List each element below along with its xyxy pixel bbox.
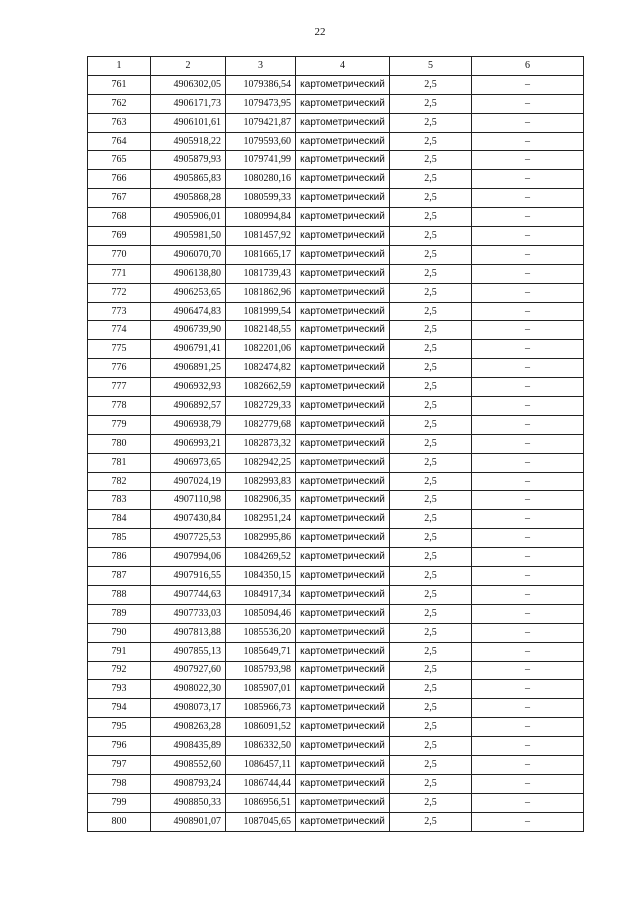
accuracy-cell: 2,5 — [390, 737, 472, 756]
note-cell: – — [472, 812, 584, 831]
point-number-cell: 794 — [88, 699, 151, 718]
table-row — [88, 680, 584, 699]
y-coordinate-cell: 1082873,32 — [226, 434, 296, 453]
x-coordinate-cell: 4906474,83 — [151, 302, 226, 321]
method-cell: картометрический — [296, 812, 390, 831]
method-cell: картометрический — [296, 245, 390, 264]
x-coordinate-cell: 4905868,28 — [151, 189, 226, 208]
accuracy-cell: 2,5 — [390, 321, 472, 340]
accuracy-cell: 2,5 — [390, 623, 472, 642]
table-row — [88, 567, 584, 586]
x-coordinate-cell: 4907733,03 — [151, 604, 226, 623]
note-cell: – — [472, 567, 584, 586]
y-coordinate-cell: 1079593,60 — [226, 132, 296, 151]
table-row — [88, 321, 584, 340]
x-coordinate-cell: 4905865,83 — [151, 170, 226, 189]
note-cell: – — [472, 94, 584, 113]
point-number-cell: 797 — [88, 755, 151, 774]
point-number-cell: 771 — [88, 264, 151, 283]
accuracy-cell: 2,5 — [390, 170, 472, 189]
x-coordinate-cell: 4908022,30 — [151, 680, 226, 699]
column-header: 4 — [296, 57, 390, 76]
method-cell: картометрический — [296, 491, 390, 510]
accuracy-cell: 2,5 — [390, 548, 472, 567]
x-coordinate-cell: 4907744,63 — [151, 585, 226, 604]
table-row — [88, 94, 584, 113]
x-coordinate-cell: 4906101,61 — [151, 113, 226, 132]
x-coordinate-cell: 4905981,50 — [151, 227, 226, 246]
note-cell: – — [472, 680, 584, 699]
table-row — [88, 737, 584, 756]
point-number-cell: 770 — [88, 245, 151, 264]
table-row — [88, 208, 584, 227]
y-coordinate-cell: 1082662,59 — [226, 378, 296, 397]
accuracy-cell: 2,5 — [390, 227, 472, 246]
table-row — [88, 661, 584, 680]
x-coordinate-cell: 4907430,84 — [151, 510, 226, 529]
method-cell: картометрический — [296, 718, 390, 737]
y-coordinate-cell: 1080280,16 — [226, 170, 296, 189]
table-row — [88, 755, 584, 774]
point-number-cell: 762 — [88, 94, 151, 113]
x-coordinate-cell: 4906993,21 — [151, 434, 226, 453]
point-number-cell: 786 — [88, 548, 151, 567]
table-row — [88, 378, 584, 397]
x-coordinate-cell: 4907916,55 — [151, 567, 226, 586]
y-coordinate-cell: 1081999,54 — [226, 302, 296, 321]
note-cell: – — [472, 283, 584, 302]
table-row — [88, 774, 584, 793]
y-coordinate-cell: 1082993,83 — [226, 472, 296, 491]
note-cell: – — [472, 737, 584, 756]
note-cell: – — [472, 642, 584, 661]
x-coordinate-cell: 4908263,28 — [151, 718, 226, 737]
page-number: 22 — [314, 26, 326, 38]
x-coordinate-cell: 4907927,60 — [151, 661, 226, 680]
x-coordinate-cell: 4905918,22 — [151, 132, 226, 151]
point-number-cell: 769 — [88, 227, 151, 246]
x-coordinate-cell: 4908901,07 — [151, 812, 226, 831]
note-cell: – — [472, 529, 584, 548]
y-coordinate-cell: 1085907,01 — [226, 680, 296, 699]
table-row — [88, 170, 584, 189]
table-row — [88, 529, 584, 548]
method-cell: картометрический — [296, 737, 390, 756]
method-cell: картометрический — [296, 415, 390, 434]
point-number-cell: 766 — [88, 170, 151, 189]
y-coordinate-cell: 1082951,24 — [226, 510, 296, 529]
point-number-cell: 779 — [88, 415, 151, 434]
table-row — [88, 132, 584, 151]
method-cell: картометрический — [296, 453, 390, 472]
accuracy-cell: 2,5 — [390, 113, 472, 132]
note-cell: – — [472, 718, 584, 737]
y-coordinate-cell: 1082906,35 — [226, 491, 296, 510]
table-row — [88, 397, 584, 416]
x-coordinate-cell: 4906938,79 — [151, 415, 226, 434]
table-row — [88, 415, 584, 434]
accuracy-cell: 2,5 — [390, 453, 472, 472]
x-coordinate-cell: 4906070,70 — [151, 245, 226, 264]
accuracy-cell: 2,5 — [390, 378, 472, 397]
note-cell: – — [472, 340, 584, 359]
table-row — [88, 491, 584, 510]
note-cell: – — [472, 132, 584, 151]
table-row — [88, 113, 584, 132]
point-number-cell: 763 — [88, 113, 151, 132]
method-cell: картометрический — [296, 378, 390, 397]
y-coordinate-cell: 1086457,11 — [226, 755, 296, 774]
table-row — [88, 812, 584, 831]
method-cell: картометрический — [296, 340, 390, 359]
x-coordinate-cell: 4906302,05 — [151, 75, 226, 94]
point-number-cell: 798 — [88, 774, 151, 793]
point-number-cell: 765 — [88, 151, 151, 170]
accuracy-cell: 2,5 — [390, 340, 472, 359]
y-coordinate-cell: 1084917,34 — [226, 585, 296, 604]
note-cell: – — [472, 302, 584, 321]
method-cell: картометрический — [296, 94, 390, 113]
accuracy-cell: 2,5 — [390, 415, 472, 434]
method-cell: картометрический — [296, 189, 390, 208]
column-header: 5 — [390, 57, 472, 76]
y-coordinate-cell: 1082148,55 — [226, 321, 296, 340]
point-number-cell: 787 — [88, 567, 151, 586]
y-coordinate-cell: 1082201,06 — [226, 340, 296, 359]
accuracy-cell: 2,5 — [390, 189, 472, 208]
note-cell: – — [472, 378, 584, 397]
method-cell: картометрический — [296, 321, 390, 340]
accuracy-cell: 2,5 — [390, 567, 472, 586]
table-row — [88, 302, 584, 321]
method-cell: картометрический — [296, 774, 390, 793]
table-row — [88, 510, 584, 529]
accuracy-cell: 2,5 — [390, 793, 472, 812]
x-coordinate-cell: 4908793,24 — [151, 774, 226, 793]
note-cell: – — [472, 189, 584, 208]
table-row — [88, 359, 584, 378]
note-cell: – — [472, 699, 584, 718]
table-row — [88, 718, 584, 737]
accuracy-cell: 2,5 — [390, 302, 472, 321]
table-row — [88, 264, 584, 283]
y-coordinate-cell: 1081457,92 — [226, 227, 296, 246]
table-row — [88, 604, 584, 623]
x-coordinate-cell: 4906892,57 — [151, 397, 226, 416]
y-coordinate-cell: 1081862,96 — [226, 283, 296, 302]
method-cell: картометрический — [296, 132, 390, 151]
method-cell: картометрический — [296, 75, 390, 94]
note-cell: – — [472, 170, 584, 189]
point-number-cell: 774 — [88, 321, 151, 340]
accuracy-cell: 2,5 — [390, 718, 472, 737]
table-row — [88, 793, 584, 812]
note-cell: – — [472, 75, 584, 94]
accuracy-cell: 2,5 — [390, 397, 472, 416]
x-coordinate-cell: 4908073,17 — [151, 699, 226, 718]
y-coordinate-cell: 1079741,99 — [226, 151, 296, 170]
point-number-cell: 782 — [88, 472, 151, 491]
y-coordinate-cell: 1085649,71 — [226, 642, 296, 661]
method-cell: картометрический — [296, 302, 390, 321]
point-number-cell: 785 — [88, 529, 151, 548]
table-row — [88, 642, 584, 661]
y-coordinate-cell: 1084269,52 — [226, 548, 296, 567]
x-coordinate-cell: 4907110,98 — [151, 491, 226, 510]
point-number-cell: 791 — [88, 642, 151, 661]
y-coordinate-cell: 1084350,15 — [226, 567, 296, 586]
point-number-cell: 781 — [88, 453, 151, 472]
method-cell: картометрический — [296, 755, 390, 774]
note-cell: – — [472, 227, 584, 246]
x-coordinate-cell: 4906973,65 — [151, 453, 226, 472]
x-coordinate-cell: 4908435,89 — [151, 737, 226, 756]
note-cell: – — [472, 491, 584, 510]
x-coordinate-cell: 4905879,93 — [151, 151, 226, 170]
y-coordinate-cell: 1079473,95 — [226, 94, 296, 113]
accuracy-cell: 2,5 — [390, 774, 472, 793]
point-number-cell: 780 — [88, 434, 151, 453]
method-cell: картометрический — [296, 113, 390, 132]
point-number-cell: 761 — [88, 75, 151, 94]
note-cell: – — [472, 604, 584, 623]
y-coordinate-cell: 1086332,50 — [226, 737, 296, 756]
accuracy-cell: 2,5 — [390, 510, 472, 529]
accuracy-cell: 2,5 — [390, 529, 472, 548]
x-coordinate-cell: 4906138,80 — [151, 264, 226, 283]
accuracy-cell: 2,5 — [390, 642, 472, 661]
note-cell: – — [472, 151, 584, 170]
table-row — [88, 585, 584, 604]
y-coordinate-cell: 1082995,86 — [226, 529, 296, 548]
x-coordinate-cell: 4907024,19 — [151, 472, 226, 491]
y-coordinate-cell: 1085536,20 — [226, 623, 296, 642]
accuracy-cell: 2,5 — [390, 264, 472, 283]
coordinates-table — [87, 56, 584, 832]
accuracy-cell: 2,5 — [390, 585, 472, 604]
y-coordinate-cell: 1086744,44 — [226, 774, 296, 793]
table-row — [88, 699, 584, 718]
table-row — [88, 472, 584, 491]
method-cell: картометрический — [296, 585, 390, 604]
x-coordinate-cell: 4907813,88 — [151, 623, 226, 642]
accuracy-cell: 2,5 — [390, 680, 472, 699]
table-row — [88, 548, 584, 567]
point-number-cell: 789 — [88, 604, 151, 623]
table-row — [88, 340, 584, 359]
accuracy-cell: 2,5 — [390, 283, 472, 302]
x-coordinate-cell: 4906791,41 — [151, 340, 226, 359]
method-cell: картометрический — [296, 359, 390, 378]
x-coordinate-cell: 4906253,65 — [151, 283, 226, 302]
method-cell: картометрический — [296, 510, 390, 529]
accuracy-cell: 2,5 — [390, 359, 472, 378]
note-cell: – — [472, 510, 584, 529]
y-coordinate-cell: 1082779,68 — [226, 415, 296, 434]
note-cell: – — [472, 548, 584, 567]
accuracy-cell: 2,5 — [390, 472, 472, 491]
table-row — [88, 623, 584, 642]
point-number-cell: 800 — [88, 812, 151, 831]
method-cell: картометрический — [296, 283, 390, 302]
note-cell: – — [472, 434, 584, 453]
x-coordinate-cell: 4907725,53 — [151, 529, 226, 548]
table-row — [88, 189, 584, 208]
table-row — [88, 434, 584, 453]
accuracy-cell: 2,5 — [390, 491, 472, 510]
point-number-cell: 788 — [88, 585, 151, 604]
y-coordinate-cell: 1080599,33 — [226, 189, 296, 208]
note-cell: – — [472, 397, 584, 416]
column-header: 2 — [151, 57, 226, 76]
column-header: 6 — [472, 57, 584, 76]
method-cell: картометрический — [296, 227, 390, 246]
table-row — [88, 227, 584, 246]
method-cell: картометрический — [296, 680, 390, 699]
accuracy-cell: 2,5 — [390, 94, 472, 113]
method-cell: картометрический — [296, 793, 390, 812]
note-cell: – — [472, 472, 584, 491]
method-cell: картометрический — [296, 699, 390, 718]
table-header-row — [88, 57, 584, 76]
point-number-cell: 768 — [88, 208, 151, 227]
note-cell: – — [472, 774, 584, 793]
note-cell: – — [472, 359, 584, 378]
x-coordinate-cell: 4908552,60 — [151, 755, 226, 774]
method-cell: картометрический — [296, 623, 390, 642]
x-coordinate-cell: 4906171,73 — [151, 94, 226, 113]
method-cell: картометрический — [296, 208, 390, 227]
y-coordinate-cell: 1085793,98 — [226, 661, 296, 680]
point-number-cell: 790 — [88, 623, 151, 642]
column-header: 1 — [88, 57, 151, 76]
x-coordinate-cell: 4906739,90 — [151, 321, 226, 340]
method-cell: картометрический — [296, 529, 390, 548]
table-row — [88, 453, 584, 472]
point-number-cell: 795 — [88, 718, 151, 737]
y-coordinate-cell: 1087045,65 — [226, 812, 296, 831]
note-cell: – — [472, 661, 584, 680]
table-body — [88, 75, 584, 831]
point-number-cell: 775 — [88, 340, 151, 359]
method-cell: картометрический — [296, 472, 390, 491]
method-cell: картометрический — [296, 397, 390, 416]
x-coordinate-cell: 4906932,93 — [151, 378, 226, 397]
point-number-cell: 783 — [88, 491, 151, 510]
table-row — [88, 151, 584, 170]
point-number-cell: 773 — [88, 302, 151, 321]
table-row — [88, 245, 584, 264]
accuracy-cell: 2,5 — [390, 132, 472, 151]
note-cell: – — [472, 415, 584, 434]
note-cell: – — [472, 453, 584, 472]
point-number-cell: 778 — [88, 397, 151, 416]
column-header: 3 — [226, 57, 296, 76]
y-coordinate-cell: 1081739,43 — [226, 264, 296, 283]
y-coordinate-cell: 1079386,54 — [226, 75, 296, 94]
note-cell: – — [472, 585, 584, 604]
point-number-cell: 793 — [88, 680, 151, 699]
method-cell: картометрический — [296, 661, 390, 680]
y-coordinate-cell: 1085966,73 — [226, 699, 296, 718]
x-coordinate-cell: 4907994,06 — [151, 548, 226, 567]
method-cell: картометрический — [296, 170, 390, 189]
accuracy-cell: 2,5 — [390, 812, 472, 831]
x-coordinate-cell: 4907855,13 — [151, 642, 226, 661]
point-number-cell: 792 — [88, 661, 151, 680]
y-coordinate-cell: 1080994,84 — [226, 208, 296, 227]
note-cell: – — [472, 245, 584, 264]
note-cell: – — [472, 755, 584, 774]
accuracy-cell: 2,5 — [390, 661, 472, 680]
point-number-cell: 799 — [88, 793, 151, 812]
method-cell: картометрический — [296, 264, 390, 283]
x-coordinate-cell: 4905906,01 — [151, 208, 226, 227]
note-cell: – — [472, 264, 584, 283]
point-number-cell: 784 — [88, 510, 151, 529]
note-cell: – — [472, 113, 584, 132]
note-cell: – — [472, 208, 584, 227]
accuracy-cell: 2,5 — [390, 699, 472, 718]
note-cell: – — [472, 321, 584, 340]
point-number-cell: 776 — [88, 359, 151, 378]
point-number-cell: 796 — [88, 737, 151, 756]
x-coordinate-cell: 4908850,33 — [151, 793, 226, 812]
y-coordinate-cell: 1085094,46 — [226, 604, 296, 623]
table-row — [88, 283, 584, 302]
x-coordinate-cell: 4906891,25 — [151, 359, 226, 378]
accuracy-cell: 2,5 — [390, 755, 472, 774]
accuracy-cell: 2,5 — [390, 151, 472, 170]
point-number-cell: 764 — [88, 132, 151, 151]
accuracy-cell: 2,5 — [390, 245, 472, 264]
y-coordinate-cell: 1082942,25 — [226, 453, 296, 472]
y-coordinate-cell: 1082729,33 — [226, 397, 296, 416]
accuracy-cell: 2,5 — [390, 75, 472, 94]
accuracy-cell: 2,5 — [390, 434, 472, 453]
note-cell: – — [472, 623, 584, 642]
y-coordinate-cell: 1079421,87 — [226, 113, 296, 132]
method-cell: картометрический — [296, 434, 390, 453]
accuracy-cell: 2,5 — [390, 208, 472, 227]
y-coordinate-cell: 1086091,52 — [226, 718, 296, 737]
point-number-cell: 767 — [88, 189, 151, 208]
accuracy-cell: 2,5 — [390, 604, 472, 623]
method-cell: картометрический — [296, 642, 390, 661]
method-cell: картометрический — [296, 604, 390, 623]
method-cell: картометрический — [296, 567, 390, 586]
y-coordinate-cell: 1086956,51 — [226, 793, 296, 812]
y-coordinate-cell: 1082474,82 — [226, 359, 296, 378]
y-coordinate-cell: 1081665,17 — [226, 245, 296, 264]
method-cell: картометрический — [296, 548, 390, 567]
point-number-cell: 772 — [88, 283, 151, 302]
point-number-cell: 777 — [88, 378, 151, 397]
note-cell: – — [472, 793, 584, 812]
method-cell: картометрический — [296, 151, 390, 170]
table-row — [88, 75, 584, 94]
